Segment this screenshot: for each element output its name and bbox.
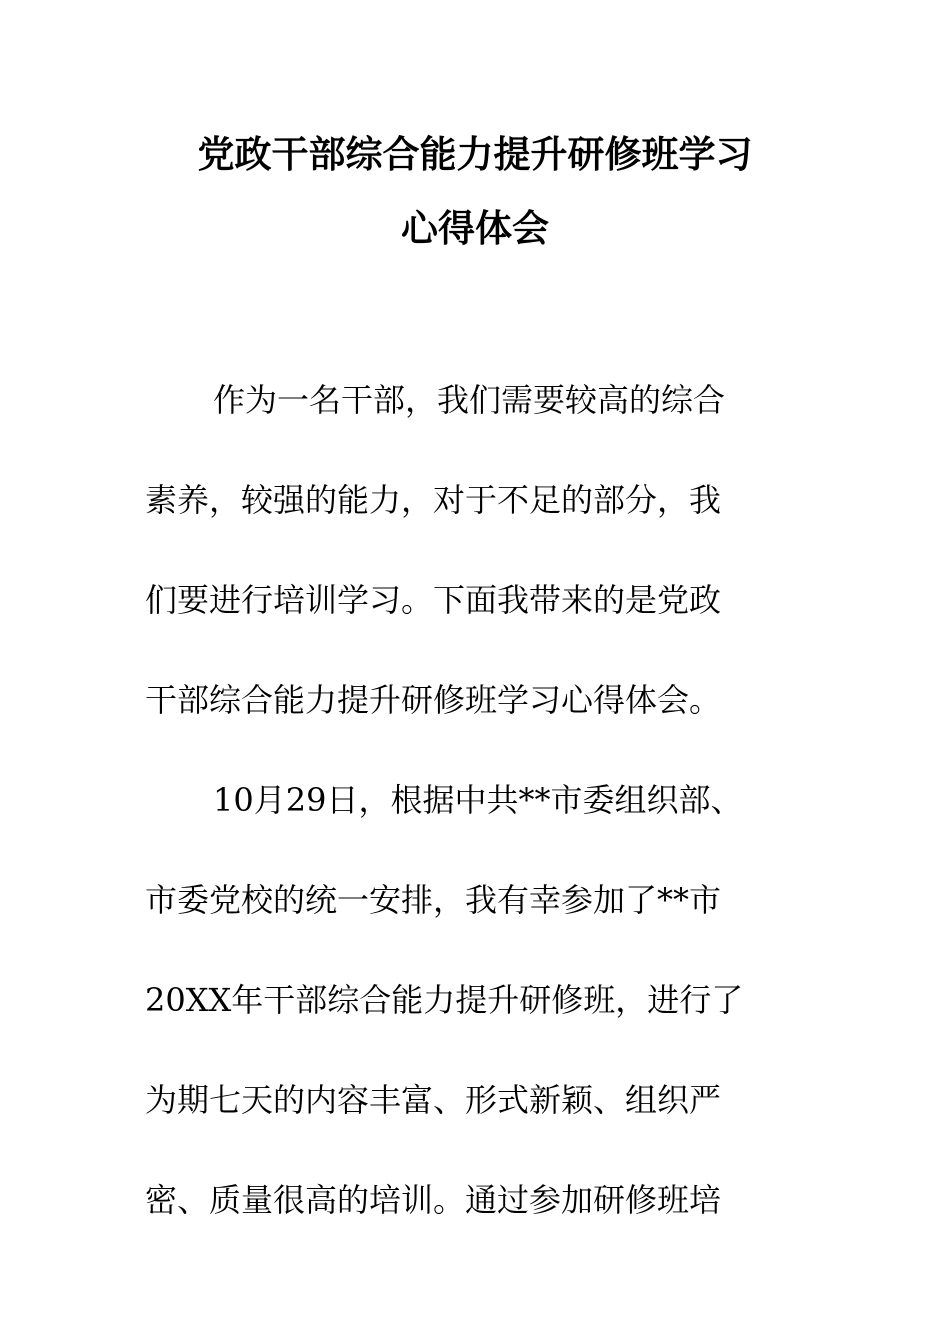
document-title-line-2: 心得体会 bbox=[401, 206, 549, 250]
paragraph-2-line-5: 密、质量很高的培训。通过参加研修班培 bbox=[145, 1181, 722, 1219]
paragraph-1-line-1: 作为一名干部，我们需要较高的综合 bbox=[213, 381, 726, 419]
paragraph-2-line-2: 市委党校的统一安排，我有幸参加了**市 bbox=[145, 881, 722, 919]
paragraph-2-line-3: 20XX年干部综合能力提升研修班，进行了 bbox=[145, 981, 744, 1019]
paragraph-1-line-2: 素养，较强的能力，对于不足的部分，我 bbox=[145, 481, 722, 519]
paragraph-1-line-4: 干部综合能力提升研修班学习心得体会。 bbox=[145, 681, 722, 719]
paragraph-2-line-4: 为期七天的内容丰富、形式新颖、组织严 bbox=[145, 1081, 722, 1119]
paragraph-1-line-3: 们要进行培训学习。下面我带来的是党政 bbox=[145, 581, 722, 619]
paragraph-2-line-1: 10月29日，根据中共**市委组织部、 bbox=[213, 781, 743, 819]
document-title-line-1: 党政干部综合能力提升研修班学习 bbox=[197, 132, 753, 176]
